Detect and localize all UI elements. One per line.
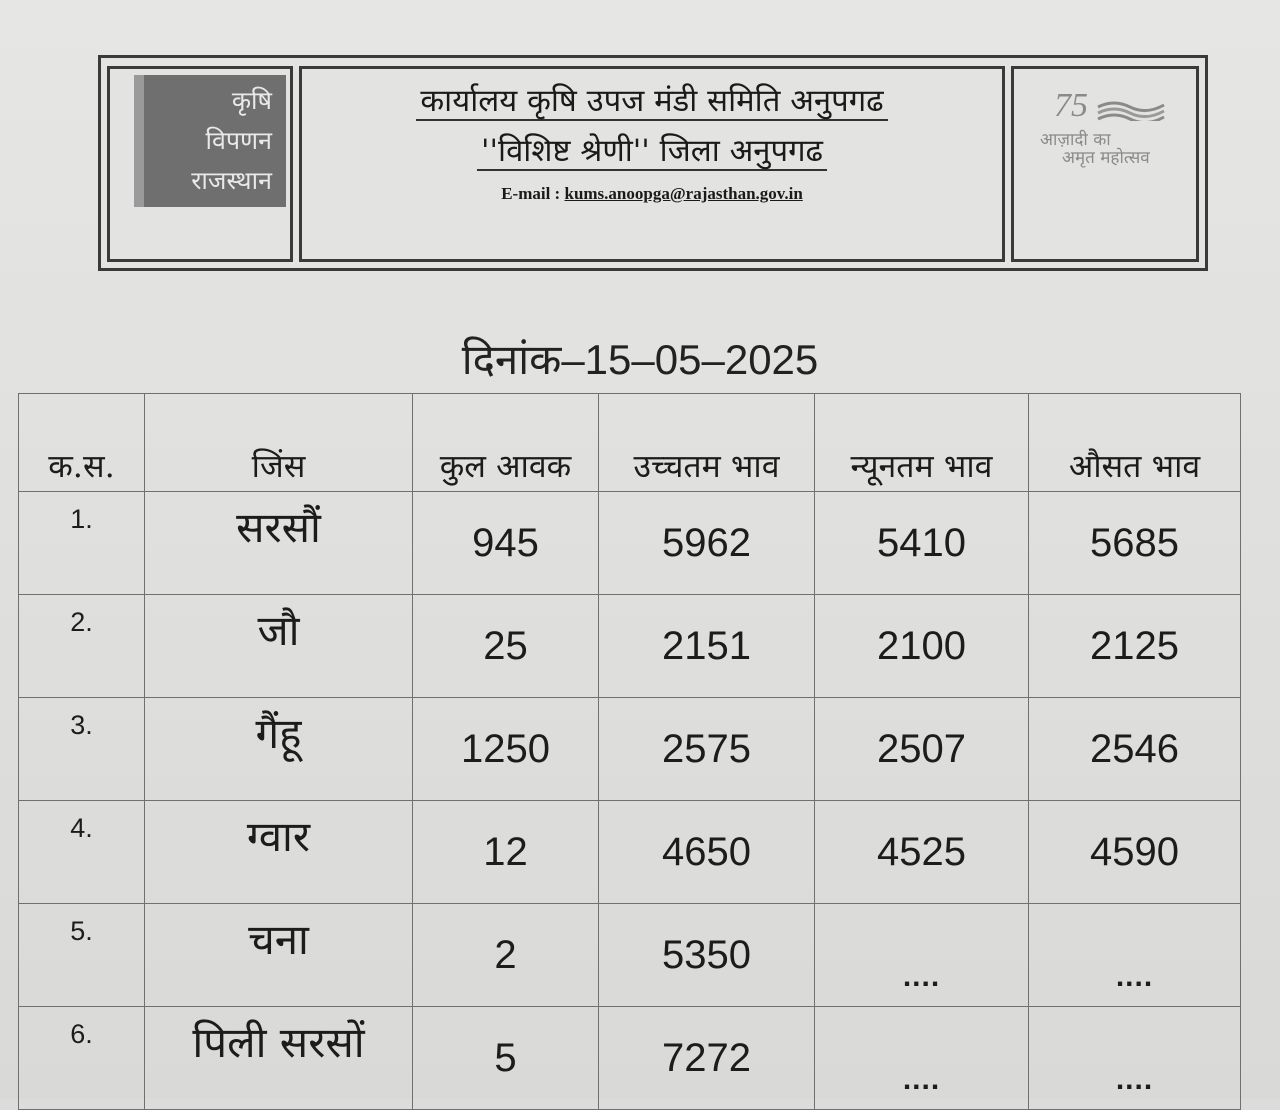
azadi-ka-amrit-mahotsav-logo	[1032, 87, 1182, 167]
table-row	[19, 595, 1241, 698]
cell-total-arrival: 12	[413, 801, 599, 904]
table-row	[19, 492, 1241, 595]
cell-commodity: चना	[145, 904, 413, 1007]
office-category: ''विशिष्ट श्रेणी'' जिला अनुपगढ	[477, 133, 827, 171]
cell-max-price: 5962	[599, 492, 815, 595]
header-serial-no: क.स.	[19, 394, 145, 492]
cell-serial-no: 2.	[19, 595, 145, 698]
cell-total-arrival: 1250	[413, 698, 599, 801]
cell-avg-price: 2546	[1029, 698, 1241, 801]
krishi-vipanan-logo	[134, 75, 286, 207]
flag-wave-icon	[1096, 99, 1166, 121]
cell-max-price: 2151	[599, 595, 815, 698]
cell-min-price: 2100	[815, 595, 1029, 698]
cell-min-price: ....	[815, 904, 1029, 1007]
email-line	[302, 184, 1002, 204]
azadi-line-2: अमृत महोत्सव	[1062, 148, 1150, 168]
azadi-line-1: आज़ादी का	[1040, 130, 1111, 150]
logo-panel	[107, 66, 293, 262]
table-header-row	[19, 394, 1241, 492]
email-address: kums.anoopga@rajasthan.gov.in	[564, 184, 803, 203]
logo-stripe	[134, 75, 144, 207]
office-title: कार्यालय कृषि उपज मंडी समिति अनुपगढ	[416, 83, 887, 121]
logo-line-1: कृषि	[231, 86, 272, 115]
cell-commodity: जौ	[145, 595, 413, 698]
table-row	[19, 698, 1241, 801]
cell-min-price: ....	[815, 1007, 1029, 1110]
header-total-arrival: कुल आवक	[413, 394, 599, 492]
cell-max-price: 5350	[599, 904, 815, 1007]
cell-serial-no: 1.	[19, 492, 145, 595]
table-row	[19, 1007, 1241, 1110]
cell-avg-price: 2125	[1029, 595, 1241, 698]
cell-commodity: सरसौं	[145, 492, 413, 595]
letterhead	[98, 55, 1208, 271]
header-max-price: उच्चतम भाव	[599, 394, 815, 492]
email-label: E-mail :	[501, 184, 561, 203]
cell-min-price: 2507	[815, 698, 1029, 801]
header-avg-price: औसत भाव	[1029, 394, 1241, 492]
table-row	[19, 904, 1241, 1007]
cell-serial-no: 5.	[19, 904, 145, 1007]
cell-min-price: 4525	[815, 801, 1029, 904]
cell-avg-price: ....	[1029, 904, 1241, 1007]
table-row	[19, 801, 1241, 904]
report-date: दिनांक–15–05–2025	[461, 336, 819, 383]
cell-max-price: 2575	[599, 698, 815, 801]
cell-total-arrival: 5	[413, 1007, 599, 1110]
cell-total-arrival: 945	[413, 492, 599, 595]
cell-avg-price: ....	[1029, 1007, 1241, 1110]
azadi-panel	[1011, 66, 1199, 262]
cell-commodity: गैंहू	[145, 698, 413, 801]
cell-max-price: 7272	[599, 1007, 815, 1110]
cell-max-price: 4650	[599, 801, 815, 904]
cell-commodity: ग्वार	[145, 801, 413, 904]
cell-serial-no: 4.	[19, 801, 145, 904]
azadi-number: 75	[1054, 87, 1088, 124]
cell-min-price: 5410	[815, 492, 1029, 595]
cell-serial-no: 6.	[19, 1007, 145, 1110]
cell-total-arrival: 2	[413, 904, 599, 1007]
mandi-rate-table	[18, 393, 1241, 1110]
cell-avg-price: 4590	[1029, 801, 1241, 904]
header-min-price: न्यूनतम भाव	[815, 394, 1029, 492]
cell-serial-no: 3.	[19, 698, 145, 801]
logo-line-2: विपणन	[205, 126, 272, 155]
cell-total-arrival: 25	[413, 595, 599, 698]
office-panel	[299, 66, 1005, 262]
header-commodity: जिंस	[145, 394, 413, 492]
logo-line-3: राजस्थान	[191, 166, 272, 195]
cell-commodity: पिली सरसों	[145, 1007, 413, 1110]
cell-avg-price: 5685	[1029, 492, 1241, 595]
